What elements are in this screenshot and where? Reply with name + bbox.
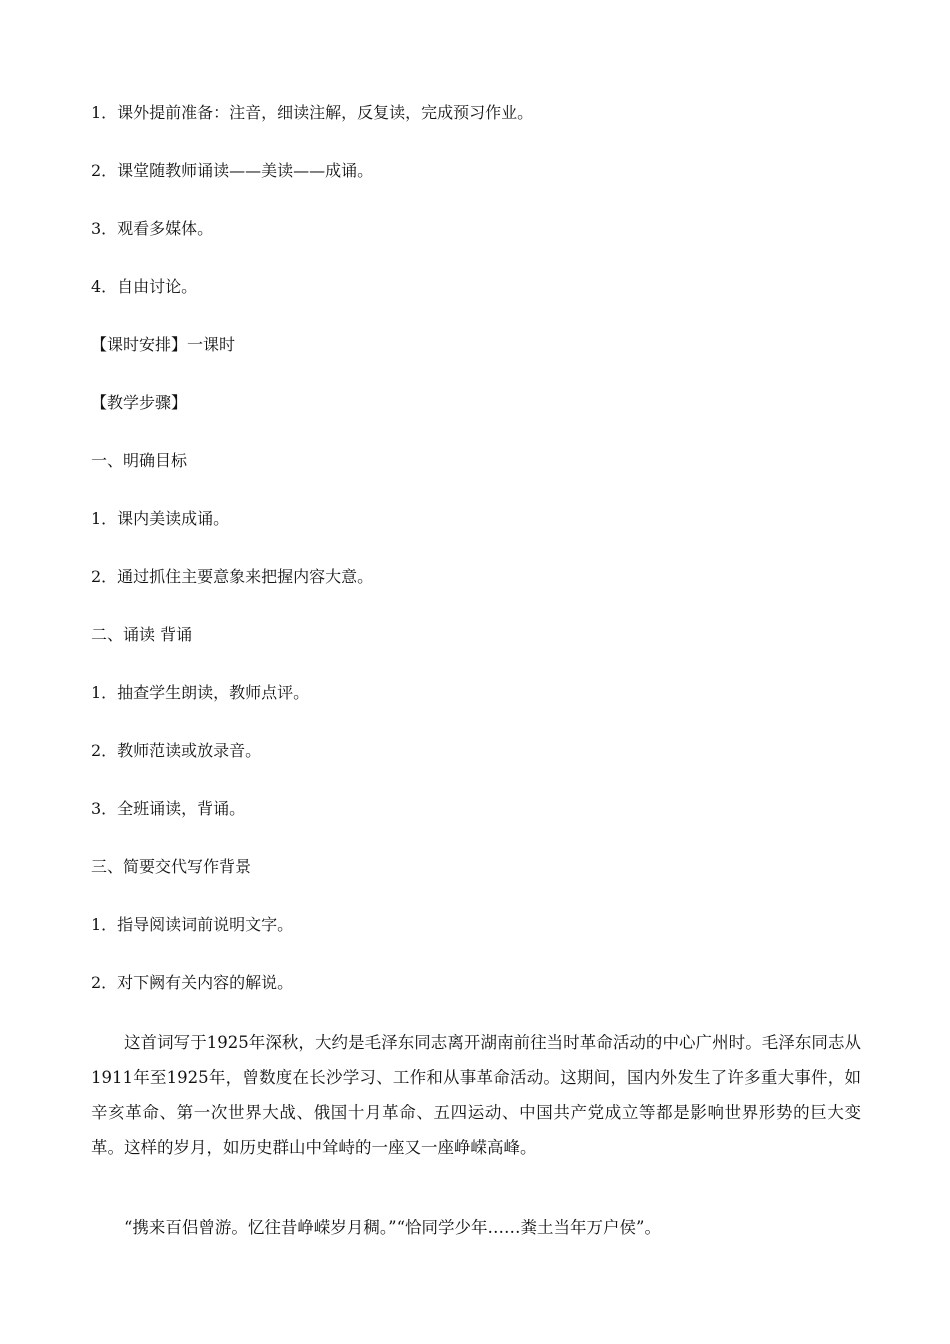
recite-item-2: 2．教师范读或放录音。 — [91, 741, 262, 760]
prep-item-4: 4．自由讨论。 — [91, 277, 198, 296]
prep-item-2: 2．课堂随教师诵读——美读——成诵。 — [91, 161, 374, 180]
background-paragraph: 这首词写于1925年深秋，大约是毛泽东同志离开湖南前往当时革命活动的中心广州时。毛泽东同志从1911年至1925年，曾数度在长沙学习、工作和从事革命活动。这期间，国内外发生了许多重大事件，如辛亥革命、第一次世界大战、俄国十月革命、五四运动、中国共产党成立等都是影响世界形势的巨大变革。这样的岁月，如历史群山中耸峙的一座又一座峥嵘高峰。 — [91, 1033, 861, 1157]
quote-paragraph: “携来百侣曾游。忆往昔峥嵘岁月稠。”“恰同学少年……粪土当年万户侯”。 — [124, 1218, 661, 1237]
prep-item-1: 1．课外提前准备：注音，细读注解，反复读，完成预习作业。 — [91, 103, 534, 122]
steps-heading: 【教学步骤】 — [91, 393, 188, 412]
recite-item-3: 3．全班诵读，背诵。 — [91, 799, 246, 818]
section-heading-2: 二、诵读 背诵 — [91, 625, 193, 644]
background-item-1: 1．指导阅读词前说明文字。 — [91, 915, 294, 934]
background-item-2: 2．对下阙有关内容的解说。 — [91, 973, 294, 992]
schedule-heading: 【课时安排】一课时 — [91, 335, 236, 354]
goal-item-2: 2．通过抓住主要意象来把握内容大意。 — [91, 567, 374, 586]
section-heading-1: 一、明确目标 — [91, 451, 188, 470]
section-heading-3: 三、简要交代写作背景 — [91, 857, 252, 876]
prep-item-3: 3．观看多媒体。 — [91, 219, 214, 238]
recite-item-1: 1．抽查学生朗读，教师点评。 — [91, 683, 310, 702]
goal-item-1: 1．课内美读成诵。 — [91, 509, 230, 528]
